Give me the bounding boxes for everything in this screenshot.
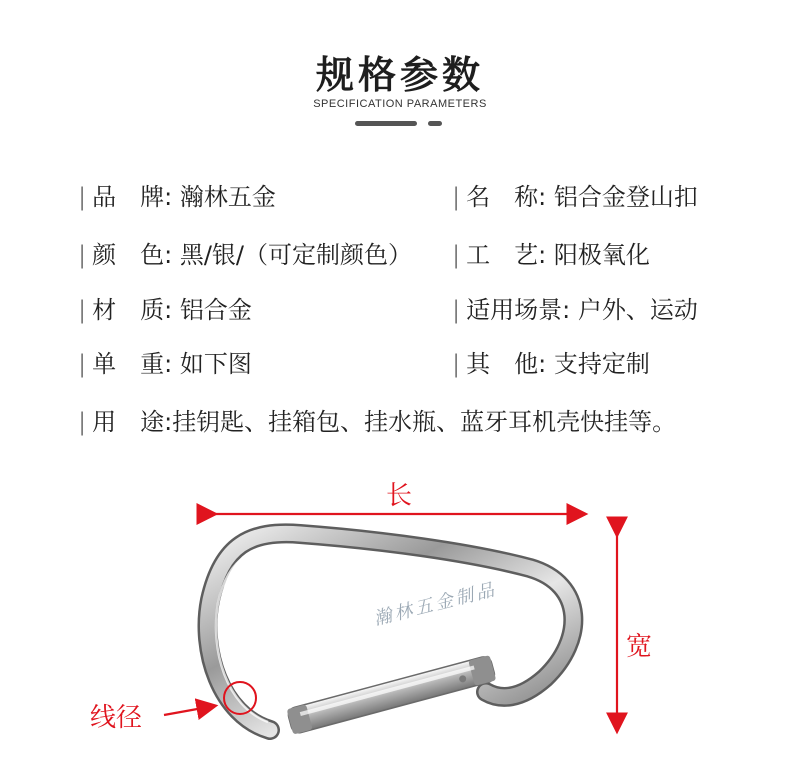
spec-value: 铝合金登山扣 (553, 183, 698, 211)
spec-value: 户外、运动 (577, 296, 698, 324)
spec-label: 品 牌: (92, 183, 173, 211)
width-label: 宽 (626, 632, 653, 662)
spec-label: 适用场景: (466, 296, 571, 324)
watermark: 瀚林五金制品 (371, 579, 500, 630)
spec-value: 阳极氧化 (553, 241, 650, 269)
spec-value: 铝合金 (179, 296, 252, 324)
wire-diameter-arrow (164, 706, 214, 715)
spec-label: 名 称: (466, 183, 547, 211)
row-separator: | (452, 350, 461, 378)
row-separator: | (78, 350, 87, 378)
page-title: 规格参数 (315, 53, 484, 97)
spec-label: 工 艺: (466, 241, 547, 269)
wire-diameter-label: 线径 (90, 703, 143, 733)
row-separator: | (452, 241, 461, 269)
spec-value: 瀚林五金 (179, 183, 276, 211)
spec-value: 支持定制 (553, 350, 650, 378)
row-separator: | (78, 241, 87, 269)
spec-value: 挂钥匙、挂箱包、挂水瓶、蓝牙耳机壳快挂等。 (172, 408, 677, 436)
spec-value: 如下图 (179, 350, 252, 378)
carabiner-gate (287, 655, 497, 734)
length-label: 长 (386, 481, 413, 511)
row-separator: | (452, 183, 461, 211)
spec-value: 黑/银/（可定制颜色） (179, 241, 412, 269)
row-separator: | (452, 296, 461, 324)
spec-label: 材 质: (92, 296, 173, 324)
spec-label: 颜 色: (92, 241, 173, 269)
row-separator: | (78, 296, 87, 324)
spec-label: 用 途: (92, 408, 173, 436)
row-separator: | (78, 183, 87, 211)
spec-label: 其 他: (466, 350, 547, 378)
page-subtitle: SPECIFICATION PARAMETERS (313, 98, 487, 110)
row-separator: | (78, 408, 87, 436)
spec-label: 单 重: (92, 350, 173, 378)
